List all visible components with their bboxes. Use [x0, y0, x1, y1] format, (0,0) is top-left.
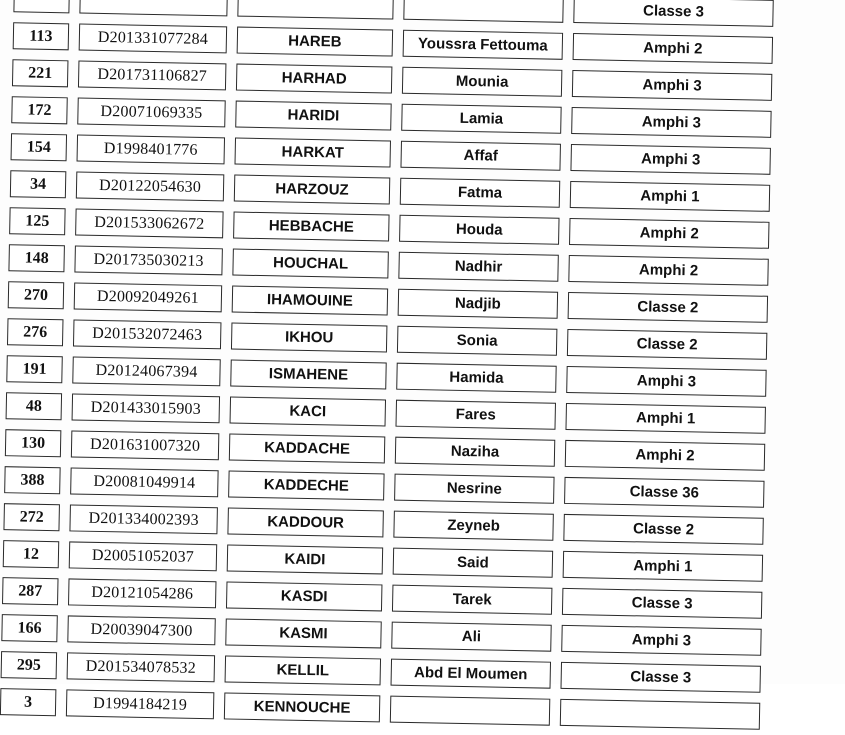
student-id-cell: D20039047300: [67, 615, 215, 645]
student-number-cell: 3: [0, 688, 56, 716]
first-name-cell: Hamida: [396, 363, 556, 393]
last-name-cell: KELLIL: [225, 655, 381, 685]
room-cell: Classe 2: [568, 292, 768, 323]
room-cell: Amphi 3: [561, 625, 761, 656]
student-id-cell: D201331077284: [79, 24, 227, 54]
student-number-cell: 130: [5, 429, 62, 457]
student-id-cell: D20071069335: [77, 98, 225, 128]
room-cell: Amphi 2: [573, 33, 773, 64]
first-name-cell: Nesrine: [394, 474, 554, 504]
student-id-cell: D1994184219: [66, 689, 214, 719]
last-name-cell: KADDECHE: [228, 470, 384, 500]
room-cell: Amphi 1: [570, 181, 770, 212]
student-id-cell: D20081049914: [70, 467, 218, 497]
room-cell: Classe 3: [573, 0, 773, 27]
last-name-cell: KADDACHE: [229, 433, 385, 463]
first-name-cell: Nadhir: [398, 252, 558, 282]
student-id-cell: D20092049261: [74, 282, 222, 312]
student-id-cell: D201533062672: [75, 208, 223, 238]
student-number-cell: 166: [1, 614, 58, 642]
student-id-cell: D201433015903: [72, 393, 220, 423]
student-number-cell: 125: [9, 207, 66, 235]
first-name-cell: Fatma: [400, 178, 560, 208]
first-name-cell: Zeyneb: [393, 511, 553, 541]
student-number-cell: 154: [11, 133, 68, 161]
room-cell: Amphi 3: [571, 107, 771, 138]
last-name-cell: ISMAHENE: [230, 359, 386, 389]
last-name-cell: HARKAT: [235, 138, 391, 168]
room-cell: Amphi 1: [565, 403, 765, 434]
student-id-cell: D20122054630: [76, 172, 224, 202]
student-id-cell: [79, 0, 227, 16]
student-number-cell: 295: [1, 651, 58, 679]
room-cell: Amphi 3: [570, 144, 770, 175]
student-number-cell: 172: [11, 96, 68, 124]
first-name-cell: Said: [393, 548, 553, 578]
room-cell: Classe 2: [567, 329, 767, 360]
student-number-cell: 148: [8, 244, 65, 272]
student-id-cell: D201735030213: [74, 245, 222, 275]
last-name-cell: KAIDI: [227, 544, 383, 574]
room-cell: Amphi 2: [565, 440, 765, 471]
last-name-cell: KADDOUR: [227, 507, 383, 537]
last-name-cell: HARIDI: [235, 101, 391, 131]
student-number-cell: 12: [3, 540, 60, 568]
student-number-cell: 221: [12, 59, 69, 87]
last-name-cell: [237, 0, 393, 20]
student-id-cell: D201532072463: [73, 319, 221, 349]
room-cell: Classe 3: [560, 662, 760, 693]
first-name-cell: [403, 0, 563, 23]
room-cell: Amphi 1: [563, 551, 763, 582]
last-name-cell: HOUCHAL: [232, 249, 388, 279]
first-name-cell: Lamia: [401, 104, 561, 134]
room-cell: Classe 36: [564, 477, 764, 508]
last-name-cell: HAREB: [237, 27, 393, 57]
student-number-cell: 113: [13, 22, 70, 50]
student-number-cell: 270: [8, 281, 65, 309]
last-name-cell: IHAMOUINE: [232, 286, 388, 316]
room-cell: Amphi 3: [572, 70, 772, 101]
student-number-cell: 272: [3, 503, 60, 531]
student-id-cell: D20124067394: [72, 356, 220, 386]
student-id-cell: D201631007320: [71, 430, 219, 460]
student-number-cell: 34: [10, 170, 67, 198]
student-number-cell: 276: [7, 318, 64, 346]
first-name-cell: Abd El Moumen: [391, 659, 551, 689]
room-cell: Amphi 2: [569, 218, 769, 249]
room-cell: [560, 699, 760, 730]
first-name-cell: Ali: [391, 622, 551, 652]
room-cell: Classe 3: [562, 588, 762, 619]
room-cell: Amphi 3: [566, 366, 766, 397]
first-name-cell: Tarek: [392, 585, 552, 615]
student-number-cell: 48: [6, 392, 63, 420]
first-name-cell: Affaf: [400, 141, 560, 171]
room-cell: Classe 2: [563, 514, 763, 545]
first-name-cell: Mounia: [402, 67, 562, 97]
student-id-cell: D201534078532: [67, 652, 215, 682]
last-name-cell: KENNOUCHE: [224, 692, 380, 722]
last-name-cell: HEBBACHE: [233, 212, 389, 242]
student-id-cell: D1998401776: [77, 135, 225, 165]
last-name-cell: KASMI: [225, 618, 381, 648]
first-name-cell: Naziha: [395, 437, 555, 467]
student-id-cell: D201731106827: [78, 61, 226, 91]
last-name-cell: KACI: [230, 396, 386, 426]
student-id-cell: D201334002393: [69, 504, 217, 534]
first-name-cell: Fares: [395, 400, 555, 430]
last-name-cell: HARZOUZ: [234, 175, 390, 205]
last-name-cell: HARHAD: [236, 64, 392, 94]
last-name-cell: KASDI: [226, 581, 382, 611]
student-id-cell: D20121054286: [68, 578, 216, 608]
first-name-cell: Youssra Fettouma: [403, 30, 563, 60]
room-cell: Amphi 2: [568, 255, 768, 286]
student-number-cell: 287: [2, 577, 59, 605]
student-number-cell: [13, 0, 70, 13]
last-name-cell: IKHOU: [231, 323, 387, 353]
student-number-cell: 191: [6, 355, 63, 383]
first-name-cell: Nadjib: [398, 289, 558, 319]
first-name-cell: [390, 696, 550, 726]
student-number-cell: 388: [4, 466, 61, 494]
first-name-cell: Sonia: [397, 326, 557, 356]
first-name-cell: Houda: [399, 215, 559, 245]
student-id-cell: D20051052037: [69, 541, 217, 571]
